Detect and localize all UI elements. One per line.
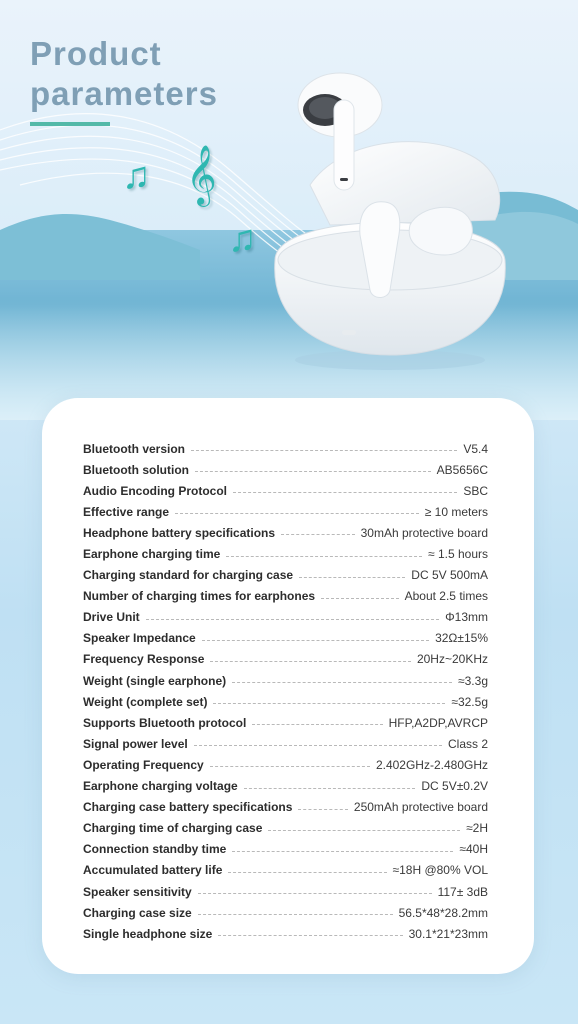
- spec-label: Speaker Impedance: [83, 631, 196, 646]
- dotted-leader: [210, 766, 370, 767]
- spec-label: Supports Bluetooth protocol: [83, 715, 247, 730]
- spec-row: [83, 902, 488, 923]
- spec-value: AB5656C: [436, 462, 488, 477]
- spec-label: Charging time of charging case: [83, 821, 263, 836]
- dotted-leader: [299, 577, 405, 578]
- spec-label: Connection standby time: [83, 842, 227, 857]
- dotted-leader: [198, 914, 393, 915]
- spec-value: ≈2H: [466, 821, 488, 836]
- dotted-leader: [268, 830, 460, 831]
- dotted-leader: [298, 809, 348, 810]
- spec-value: ≈18H @80% VOL: [392, 863, 488, 878]
- spec-label: Bluetooth version: [83, 441, 186, 456]
- spec-list: [83, 438, 488, 944]
- spec-value: DC 5V±0.2V: [421, 779, 488, 794]
- spec-label: Speaker sensitivity: [83, 884, 192, 899]
- spec-value: 30.1*21*23mm: [408, 926, 488, 941]
- spec-row: [83, 480, 488, 501]
- spec-label: Charging case size: [83, 905, 192, 920]
- spec-row: [83, 628, 488, 649]
- dotted-leader: [321, 598, 399, 599]
- page-title-line2: parameters: [30, 75, 218, 112]
- spec-row: [83, 649, 488, 670]
- spec-label: Operating Frequency: [83, 757, 204, 772]
- spec-value: ≈ 1.5 hours: [428, 547, 488, 562]
- spec-label: Drive Unit: [83, 610, 140, 625]
- title-underline: [30, 122, 110, 126]
- spec-row: [83, 691, 488, 712]
- spec-value: 56.5*48*28.2mm: [398, 905, 488, 920]
- dotted-leader: [281, 534, 355, 535]
- dotted-leader: [233, 492, 457, 493]
- dotted-leader: [226, 556, 422, 557]
- page-title-line1: Product: [30, 35, 162, 72]
- spec-value: HFP,A2DP,AVRCP: [388, 715, 488, 730]
- page-title: [30, 34, 218, 114]
- treble-clef-icon: 𝄞: [186, 146, 217, 204]
- dotted-leader: [213, 703, 445, 704]
- spec-label: Number of charging times for earphones: [83, 589, 316, 604]
- spec-value: ≈32.5g: [451, 694, 488, 709]
- spec-value: DC 5V 500mA: [411, 568, 488, 583]
- spec-row: [83, 839, 488, 860]
- spec-value: ≈40H: [459, 842, 488, 857]
- spec-row: [83, 586, 488, 607]
- dotted-leader: [228, 872, 386, 873]
- spec-row: [83, 543, 488, 564]
- dotted-leader: [198, 893, 432, 894]
- spec-row: [83, 733, 488, 754]
- spec-value: About 2.5 times: [404, 589, 488, 604]
- spec-row: [83, 459, 488, 480]
- spec-row: [83, 607, 488, 628]
- spec-label: Weight (single earphone): [83, 673, 227, 688]
- spec-value: 117± 3dB: [437, 884, 488, 899]
- spec-value: Φ13mm: [445, 610, 488, 625]
- spec-value: 250mAh protective board: [353, 800, 488, 815]
- dotted-leader: [210, 661, 411, 662]
- spec-label: Signal power level: [83, 736, 188, 751]
- dotted-leader: [244, 788, 416, 789]
- dotted-leader: [232, 682, 452, 683]
- spec-row: [83, 565, 488, 586]
- spec-row: [83, 881, 488, 902]
- spec-label: Single headphone size: [83, 926, 213, 941]
- spec-label: Charging standard for charging case: [83, 568, 294, 583]
- dotted-leader: [218, 935, 402, 936]
- spec-row: [83, 522, 488, 543]
- spec-value: 2.402GHz-2.480GHz: [375, 757, 488, 772]
- music-note-icon: ♫: [122, 155, 151, 197]
- dotted-leader: [146, 619, 439, 620]
- music-note-icon: ♫: [228, 218, 257, 260]
- dotted-leader: [194, 745, 442, 746]
- spec-row: [83, 754, 488, 775]
- dotted-leader: [175, 513, 419, 514]
- spec-value: 20Hz~20KHz: [416, 652, 488, 667]
- spec-label: Weight (complete set): [83, 694, 208, 709]
- spec-row: [83, 860, 488, 881]
- spec-label: Bluetooth solution: [83, 462, 189, 477]
- spec-row: [83, 501, 488, 522]
- spec-label: Charging case battery specifications: [83, 800, 293, 815]
- spec-row: [83, 818, 488, 839]
- dotted-leader: [252, 724, 382, 725]
- spec-row: [83, 438, 488, 459]
- spec-value: V5.4: [463, 441, 488, 456]
- spec-label: Accumulated battery life: [83, 863, 223, 878]
- dotted-leader: [191, 450, 457, 451]
- spec-value: SBC: [463, 483, 488, 498]
- spec-row: [83, 670, 488, 691]
- spec-row: [83, 712, 488, 733]
- dotted-leader: [202, 640, 429, 641]
- spec-label: Audio Encoding Protocol: [83, 483, 227, 498]
- spec-value: Class 2: [447, 736, 488, 751]
- spec-label: Frequency Response: [83, 652, 205, 667]
- spec-label: Earphone charging voltage: [83, 779, 238, 794]
- spec-row: [83, 797, 488, 818]
- earbuds-product-image: [260, 60, 520, 380]
- spec-card: [42, 398, 534, 974]
- dotted-leader: [195, 471, 431, 472]
- dotted-leader: [232, 851, 453, 852]
- spec-label: Earphone charging time: [83, 547, 221, 562]
- spec-value: 32Ω±15%: [435, 631, 488, 646]
- spec-label: Headphone battery specifications: [83, 525, 276, 540]
- spec-value: 30mAh protective board: [360, 525, 488, 540]
- spec-value: ≥ 10 meters: [424, 504, 488, 519]
- spec-row: [83, 923, 488, 944]
- spec-value: ≈3.3g: [458, 673, 488, 688]
- spec-row: [83, 776, 488, 797]
- spec-label: Effective range: [83, 504, 170, 519]
